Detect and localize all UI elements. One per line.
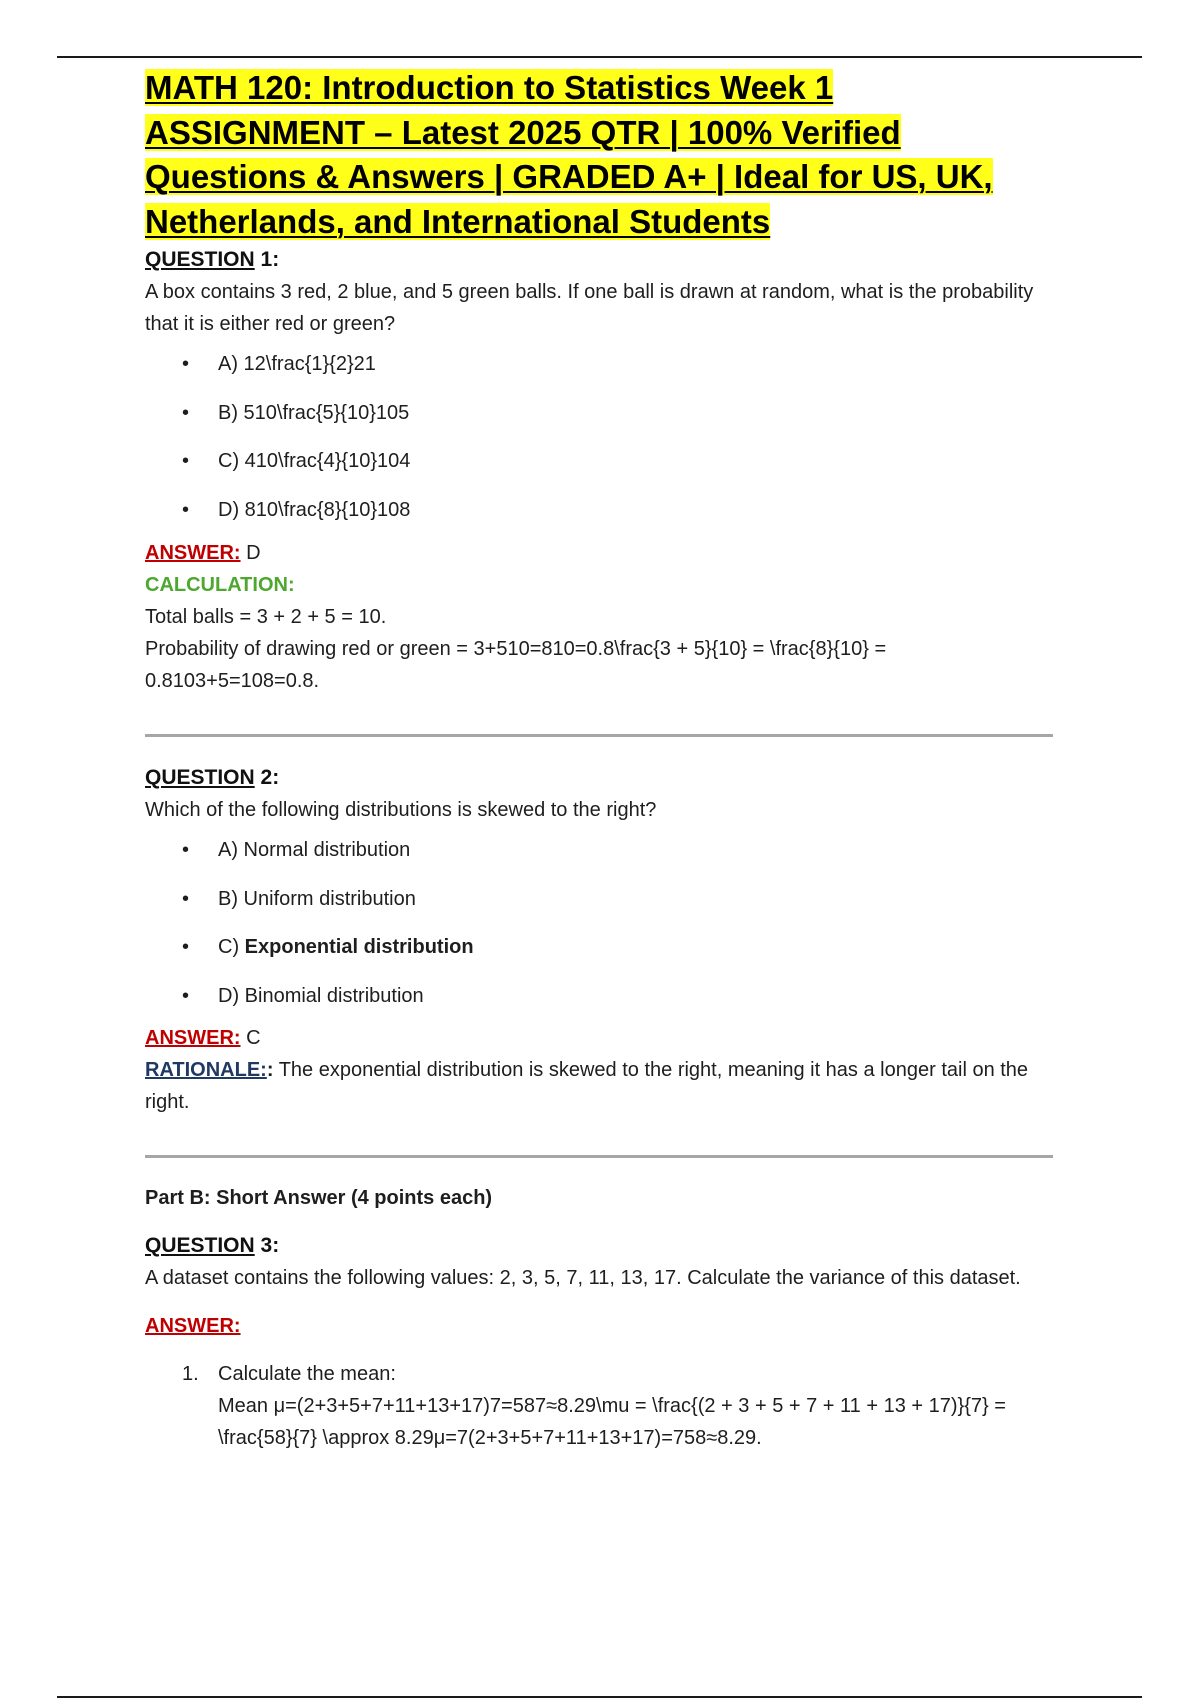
question-number: 1:	[254, 248, 280, 271]
title-line-3: Questions & Answers | GRADED A+ | Ideal for US, UK,	[145, 158, 993, 195]
document-body	[145, 66, 1055, 1454]
solution-step	[145, 1358, 1055, 1454]
option-c	[145, 931, 1055, 963]
question-1-answer	[145, 537, 1055, 569]
title-line-2: ASSIGNMENT – Latest 2025 QTR | 100% Verified	[145, 113, 901, 151]
calculation-line-1: Total balls = 3 + 2 + 5 = 10.	[145, 606, 387, 628]
question-3-heading	[145, 1230, 1055, 1262]
step-body: Mean μ=(2+3+5+7+11+13+17)7=587≈8.29\mu = \frac{(2 + 3 + 5 + 7 + 11 + 13 + 17)}{7} = \frac{58}{7} \approx 8.29μ=7(2+3+5+7+11+13+17)=758≈8.29.	[218, 1395, 1006, 1449]
option-c: • C) 410\frac{4}{10}104	[145, 445, 1055, 477]
question-label: QUESTION	[145, 248, 255, 271]
question-2-rationale	[145, 1054, 1055, 1118]
answer-value: C	[240, 1027, 261, 1049]
question-number: 3:	[254, 1234, 280, 1257]
top-rule	[57, 56, 1142, 58]
step-title: Calculate the mean:	[218, 1363, 396, 1385]
option-a: • A) 12\frac{1}{2}21	[145, 348, 1055, 380]
question-3-text: A dataset contains the following values: 2, 3, 5, 7, 11, 13, 17. Calculate the variance of this dataset.	[145, 1267, 1021, 1289]
question-3-answer	[145, 1310, 1055, 1342]
bottom-rule	[57, 1696, 1142, 1698]
answer-label: ANSWER:	[145, 1027, 241, 1049]
title-line-1: MATH 120: Introduction to Statistics Week 1	[145, 69, 834, 106]
document-title	[145, 66, 1055, 244]
rationale-label: RATIONALE:	[145, 1059, 267, 1081]
section-divider	[145, 1155, 1053, 1158]
calculation-label: CALCULATION:	[145, 574, 295, 596]
section-divider	[145, 734, 1053, 737]
question-1-text: A box contains 3 red, 2 blue, and 5 green balls. If one ball is drawn at random, what is the probability that it is either red or green?	[145, 281, 1034, 335]
step-number: 1.	[182, 1363, 199, 1385]
answer-label: ANSWER:	[145, 1315, 241, 1337]
solution-steps	[145, 1358, 1055, 1454]
question-2-text: Which of the following distributions is skewed to the right?	[145, 799, 657, 821]
part-b-heading: Part B: Short Answer (4 points each)	[145, 1187, 493, 1209]
option-c-prefix: C)	[218, 936, 245, 958]
answer-label: ANSWER:	[145, 542, 241, 564]
question-label: QUESTION	[145, 766, 255, 789]
question-number: 2:	[254, 766, 280, 789]
option-b: • B) Uniform distribution	[145, 883, 1055, 915]
rationale-colon: :	[266, 1059, 274, 1081]
option-c-bold: Exponential distribution	[244, 936, 474, 958]
question-2-options	[145, 834, 1055, 1012]
question-2-heading	[145, 762, 1055, 794]
question-label: QUESTION	[145, 1234, 255, 1257]
question-1-heading	[145, 244, 1055, 276]
rationale-text: The exponential distribution is skewed to the right, meaning it has a longer tail on the right.	[145, 1059, 1029, 1113]
option-d: • D) 810\frac{8}{10}108	[145, 494, 1055, 526]
answer-value: D	[240, 542, 261, 564]
option-b: • B) 510\frac{5}{10}105	[145, 397, 1055, 429]
question-2-answer	[145, 1022, 1055, 1054]
question-1-options	[145, 348, 1055, 526]
option-a: • A) Normal distribution	[145, 834, 1055, 866]
calculation-line-2: Probability of drawing red or green = 3+510=810=0.8\frac{3 + 5}{10} = \frac{8}{10} = 0.8103+5=108=0.8.	[145, 638, 887, 692]
title-line-4: Netherlands, and International Students	[145, 202, 771, 240]
option-d: • D) Binomial distribution	[145, 980, 1055, 1012]
